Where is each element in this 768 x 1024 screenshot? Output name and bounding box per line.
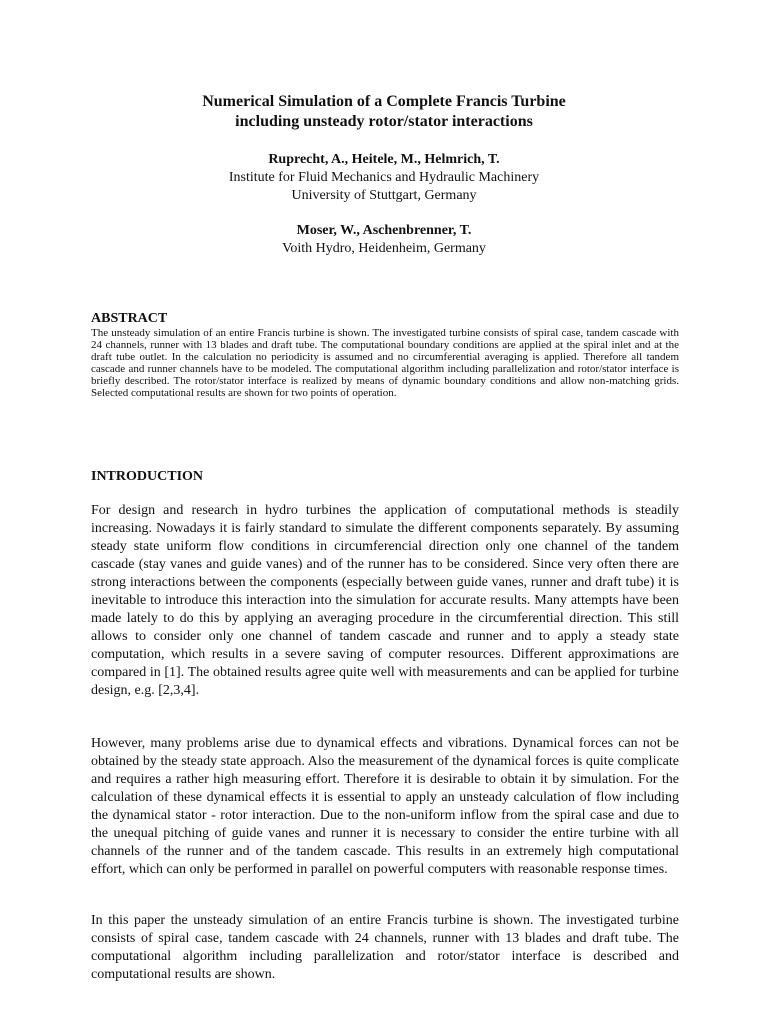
introduction-paragraph-2: However, many problems arise due to dynamical effects and vibrations. Dynamical forces can not be obtained by the steady state approach. Also the measurement of the dynamical forces is quite complicate and requires a rather high measuring effort. Therefore it is desirable to obtain it by simulation. For the calculation of these dynamical effects it is essential to apply an unsteady calculation of flow including the dynamical stator - rotor interaction. Due to the non-uniform inflow from the spiral case and due to the unequal pitching of guide vanes and runner it is necessary to consider the entire turbine with all channels of the runner and of the tandem cascade. This results in an extremely high computational effort, which can only be performed in parallel on powerful computers with reasonable response times. xyxy=(91,736,679,877)
affiliation-1-line-1: Institute for Fluid Mechanics and Hydraulic Machinery xyxy=(228,170,540,185)
introduction-paragraph-3: In this paper the unsteady simulation of an entire Francis turbine is shown. The investigated turbine consists of spiral case, tandem cascade with 24 channels, runner with 13 blades and draft tube. The computational algorithm including parallelization and rotor/stator interface is described and computational results are shown. xyxy=(91,913,679,982)
paper-title-line-1: Numerical Simulation of a Complete Francis Turbine xyxy=(202,93,566,110)
introduction-heading: INTRODUCTION xyxy=(91,469,204,484)
authors-group-1: Ruprecht, A., Heitele, M., Helmrich, T. xyxy=(268,152,500,167)
abstract-text: The unsteady simulation of an entire Francis turbine is shown. The investigated turbine consists of spiral case, tandem cascade with 24 channels, runner with 13 blades and draft tube. The computational boundary conditions are applied at the spiral inlet and at the draft tube outlet. In the calculation no periodicity is assumed and no circumferential averaging is applied. Therefore all tandem cascade and runner channels have to be modeled. The computational algorithm including parallelization and rotor/stator interface is briefly described. The rotor/stator interface is realized by means of dynamic boundary conditions and allow non-matching grids. Selected computational results are shown for two points of operation. xyxy=(91,327,679,400)
authors-group-2: Moser, W., Aschenbrenner, T. xyxy=(296,223,472,238)
affiliation-2-line-1: Voith Hydro, Heidenheim, Germany xyxy=(282,241,486,256)
abstract-heading: ABSTRACT xyxy=(91,311,168,326)
affiliation-1-line-2: University of Stuttgart, Germany xyxy=(291,188,477,203)
introduction-paragraph-1: For design and research in hydro turbines the application of computational methods is steadily increasing. Nowadays it is fairly standard to simulate the different components separately. By assuming steady state uniform flow conditions in circumferencial direction only one channel of the tandem cascade (stay vanes and guide vanes) and of the runner has to be considered. Since very often there are strong interactions between the components (especially between guide vanes, runner and draft tube) it is inevitable to introduce this interaction into the simulation for accurate results. Many attempts have been made lately to do this by applying an averaging procedure in the circumferential direction. This still allows to consider only one channel of tandem cascade and runner and to apply a steady state computation, which results in a severe saving of computer resources. Different approximations are compared in [1]. The obtained results agree quite well with measurements and can be applied for turbine design, e.g. [2,3,4]. xyxy=(91,503,679,698)
paper-title-line-2: including unsteady rotor/stator interactions xyxy=(235,113,533,130)
